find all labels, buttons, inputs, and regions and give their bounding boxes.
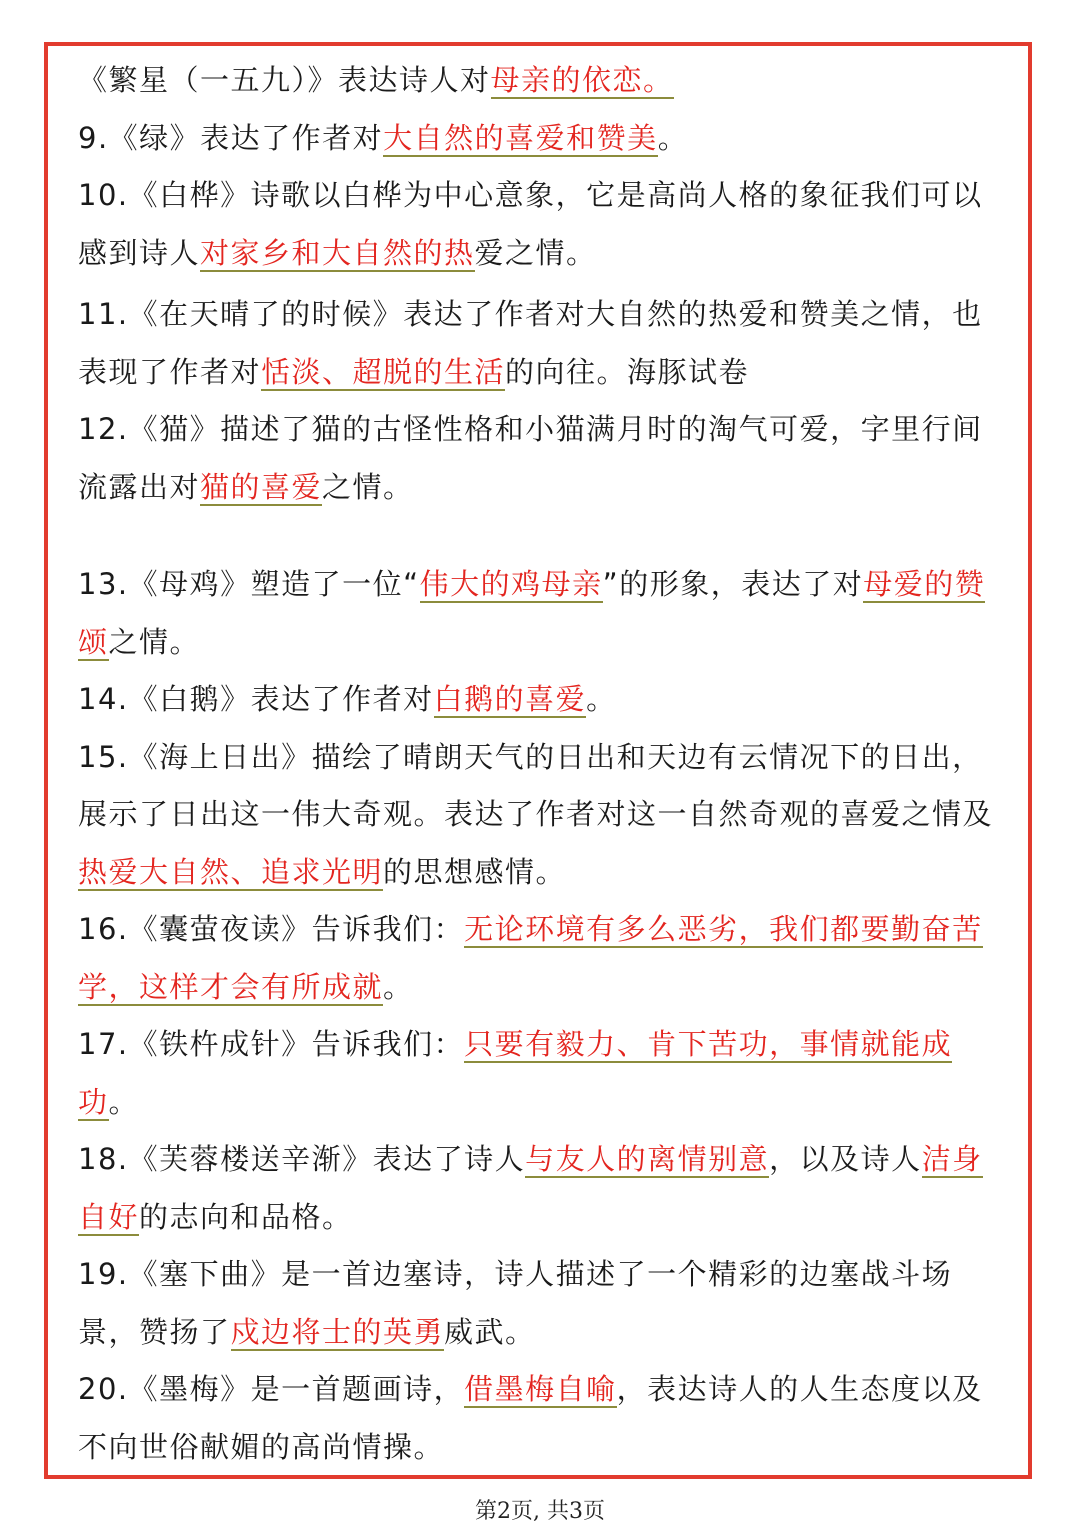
page-number: 第2页, 共3页 [475,1499,605,1524]
answer-highlight: 猫的喜爱 [200,469,323,504]
item-13 [78,556,1008,671]
item-14 [78,671,1008,729]
answer-highlight: 对家乡和大自然的热 [200,235,475,270]
text: 的志向和品格。 [139,1199,353,1234]
text: 。 [383,969,414,1004]
item-15 [78,729,1008,902]
answer-highlight: 无论环境有多么恶劣，我们都要勤奋苦学，这样才会有所成就 [78,912,983,1004]
text: 17.《铁杵成针》告诉我们： [78,1027,465,1061]
text: ，以及诗人 [769,1142,922,1176]
item-9 [78,110,1008,168]
text: 10.《白桦》诗歌以白桦为中心意象，它是高尚人格的象征我们可以感到诗人 [78,178,983,270]
text: 14.《白鹅》表达了作者对 [78,682,434,716]
item-fanxing [78,52,1008,110]
text: 20.《墨梅》是一首题画诗， [78,1372,465,1406]
text: 19.《塞下曲》是一首边塞诗，诗人描述了一个精彩的边塞战斗场景，赞扬了 [78,1257,953,1349]
text: 18.《芙蓉楼送辛渐》表达了诗人 [78,1142,526,1176]
text: 《繁星（一五九）》表达诗人对 [78,63,491,97]
content-body [78,52,1008,1476]
text: 威武。 [444,1314,536,1349]
text: 。 [657,120,689,155]
item-12 [78,401,1008,516]
answer-highlight: 热爱大自然、追求光明 [78,854,384,889]
text: 16.《囊萤夜读》告诉我们： [78,912,465,946]
text: 13.《母鸡》塑造了一位“ [78,567,420,601]
answer-highlight: 恬淡、超脱的生活 [261,354,506,389]
item-18 [78,1131,1008,1246]
item-17 [78,1016,1008,1131]
text: 11.《在天晴了的时候》表达了作者对大自然的热爱和赞美之情，也表现了作者对 [78,297,983,389]
item-11 [78,286,1008,401]
answer-highlight: 借墨梅自喻 [464,1372,617,1406]
text: 的向往。海豚试卷 [505,354,750,389]
item-19 [78,1246,1008,1361]
text: 之情。 [108,624,201,659]
text: 。 [108,1084,140,1119]
answer-highlight: 母爱的赞颂 [78,567,986,659]
text: ”的形象，表达了对 [602,567,864,601]
item-10 [78,167,1008,282]
item-20 [78,1361,1008,1476]
text: 12.《猫》描述了猫的古怪性格和小猫满月时的淘气可爱，字里行间流露出对 [78,412,983,504]
text: ，表达诗人的人生态度以及不向世俗献媚的高尚情操。 [78,1372,983,1464]
text: 15.《海上日出》描绘了晴朗天气的日出和天边有云情况下的日出，展示了日出这一伟大奇观。表达了作者对这一自然奇观的喜爱之情及 [78,739,994,831]
answer-highlight: 白鹅的喜爱 [433,682,587,716]
answer-highlight: 伟大的鸡母亲 [419,567,603,601]
text: 之情。 [322,469,414,504]
text: 爱之情。 [474,235,597,270]
answer-highlight: 只要有毅力、肯下苦功，事情就能成功 [78,1027,953,1119]
text: 9.《绿》表达了作者对 [78,120,384,155]
text: 。 [586,682,617,716]
item-16 [78,901,1008,1016]
answer-highlight: 洁身自好 [78,1142,983,1234]
answer-highlight: 与友人的离情别意 [525,1142,770,1176]
answer-highlight: 大自然的喜爱和赞美 [383,120,658,155]
answer-highlight: 母亲的依恋。 [490,63,674,97]
text: 的思想感情。 [383,854,567,889]
answer-highlight: 戍边将士的英勇 [230,1314,445,1349]
